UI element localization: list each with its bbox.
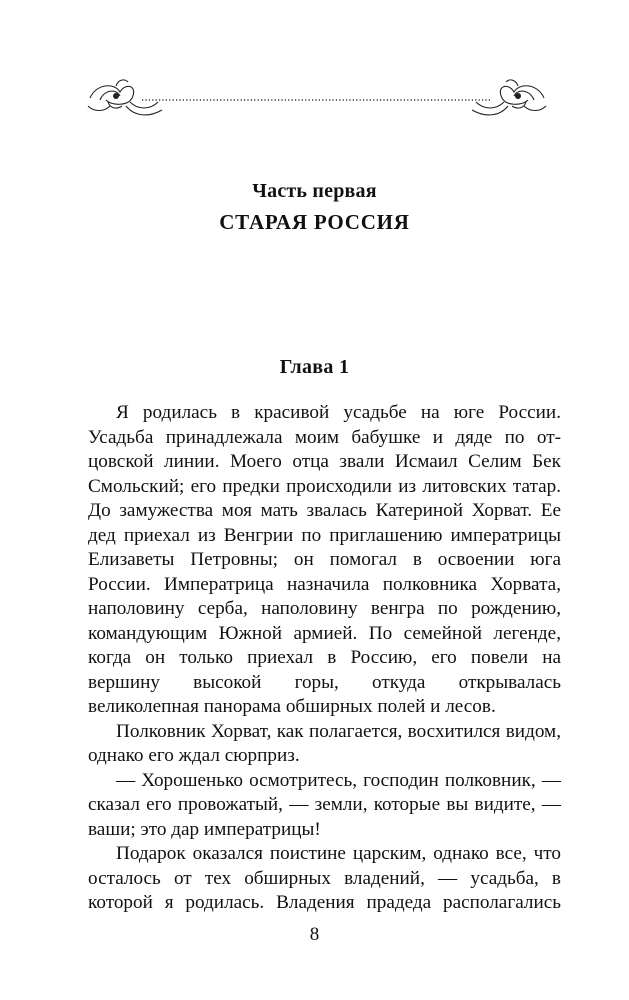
paragraph: Я родилась в красивой усадьбе на юге России. Усадьба принадлежала моим бабушке и дяде по отцовской линии. Моего отца звали Исмаил Селим Бек Смольский; его предки происходили из литовских татар. До замужества моя мать звалась Катериной Хорват. Ее дед приехал из Венгрии по приглашению императрицы Елизаветы Петровны; он помогал в освоении юга России. Императрица назначила полковника Хорвата, наполовину серба, наполовину венгра по рождению, командующим Южной армией. По семейной легенде, когда он только приехал в Россию, его повели на вершину высокой горы, откуда открывалась великолепная панорама обширных полей и лесов. bbox=[88, 402, 561, 717]
page-number: 8 bbox=[309, 924, 320, 945]
paragraph: — Хорошенько осмотритесь, господин полковник, — сказал его провожатый, — земли, которые вы видите, — ваши; это дар императрицы! bbox=[88, 769, 561, 840]
floral-divider-icon bbox=[86, 76, 548, 120]
part-title: СТАРАЯ РОССИЯ bbox=[219, 210, 410, 234]
paragraph: Полковник Хорват, как полагается, восхитился видом, однако его ждал сюрприз. bbox=[88, 720, 561, 766]
chapter-title: Глава 1 bbox=[279, 356, 350, 378]
part-label: Часть первая bbox=[252, 180, 377, 202]
body-text bbox=[88, 401, 561, 916]
paragraph: Подарок оказался поистине царским, однако все, что осталось от тех обширных владений, — усадьба, в которой я родилась. Владения прадеда располагались bbox=[88, 843, 561, 913]
